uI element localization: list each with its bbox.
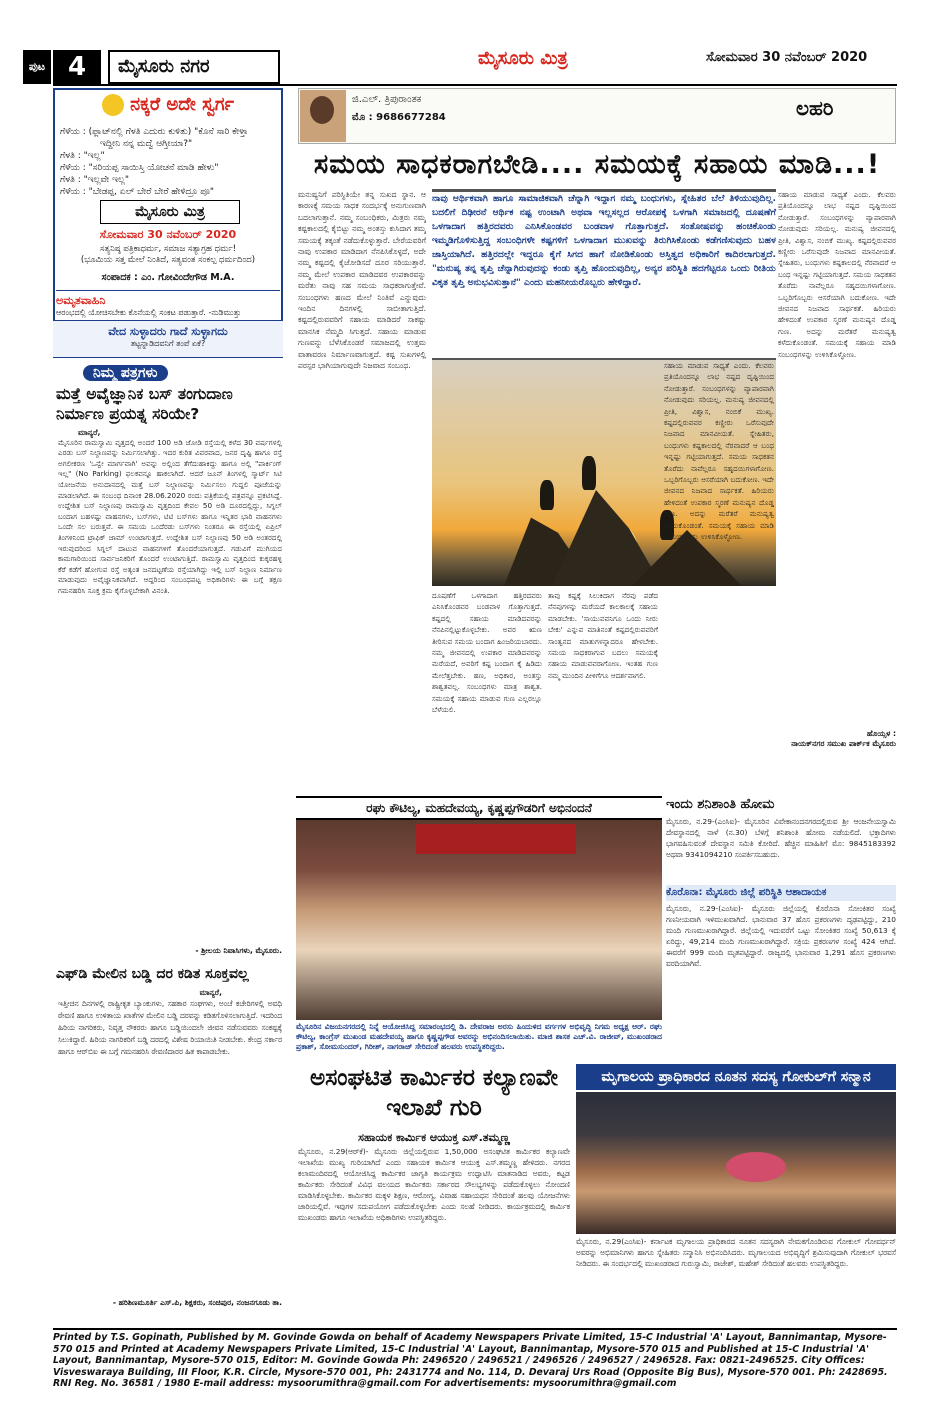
labour-subhead: ಸಹಾಯಕ ಕಾರ್ಮಿಕ ಆಯುಕ್ತ ಎಸ್.ತಮ್ಮಣ್ಣ <box>358 1131 510 1144</box>
shanti-body: ಮೈಸೂರು, ನ.29-(ಎಂಸಿಐ)- ಮೈಸೂರಿನ ವಿವೇಕಾನಂದನಗರದಲ್ಲಿರುವ ಶ್ರೀ ಆಂಜನೇಯಸ್ವಾಮಿ ದೇವಸ್ಥಾನದಲ್ಲಿ ನಾಳೆ (ನ.30) ಬೆಳಿಗ್ಗೆ ಶನಿಶಾಂತಿ ಹೋಮ ನಡೆಯಲಿದೆ. ಭಕ್ತಾದಿಗಳು ಭಾಗವಹಿಸುವಂತೆ ದೇವಸ್ಥಾನ ಸಮಿತಿ ಕೋರಿದೆ. ಹೆಚ್ಚಿನ ಮಾಹಿತಿಗೆ ಮೊ: 9845183392 ಅಥವಾ 9341094210 ಸಂಪರ್ಕಿಸಬಹುದು. <box>666 817 896 859</box>
letter1-title: ಮತ್ತೆ ಅವೈಜ್ಞಾನಿಕ ಬಸ್ ತಂಗುದಾಣ ನಿರ್ಮಾಣ ಪ್ರಯತ್ನ ಸರಿಯೇ? <box>56 385 233 423</box>
page-number: ಪುಟ 4 <box>53 50 101 84</box>
lahari-col4: ಸಹಾಯ ಮಾಡುವ ಸಾಧ್ಯತೆ ಎಂದು. ಕೆಲವರು ಪ್ರತಿಯೊಂದನ್ನೂ ಲಾಭ ನಷ್ಟದ ದೃಷ್ಟಿಯಿಂದ ನೋಡುತ್ತಾರೆ. ಸಂಬಂಧಗಳನ್ನು ವ್ಯಾಪಾರವಾಗಿ ನೋಡುವುದು ಸರಿಯಲ್ಲ. ಮನುಷ್ಯ ಜೀವನದಲ್ಲಿ ಪ್ರೀತಿ, ವಿಶ್ವಾಸ, ನಂಬಿಕೆ ಮುಖ್ಯ. ಕಷ್ಟದಲ್ಲಿರುವವರ ಕಣ್ಣೀರು ಒರೆಸುವುದೇ ನಿಜವಾದ ಮಾನವೀಯತೆ. ಸ್ನೇಹಿತರು, ಬಂಧುಗಳು ಕಷ್ಟಕಾಲದಲ್ಲಿ ನೆರವಾದರೆ ಆ ಬಂಧ ಇನ್ನಷ್ಟು ಗಟ್ಟಿಯಾಗುತ್ತದೆ. ಸಮಯ ಸಾಧಕತನ ತೊರೆದು ನಾವೆಲ್ಲರೂ ಸಹೃದಯಿಗಳಾಗೋಣ. ಒಬ್ಬರಿಗೊಬ್ಬರು ಆಸರೆಯಾಗಿ ಬದುಕೋಣ. ಇದೇ ಜೀವನದ ನಿಜವಾದ ಸಾರ್ಥಕತೆ. ಹಿರಿಯರು ಹೇಳಿದಂತೆ ಉಪಕಾರ ಸ್ಮರಣೆ ಮನುಷ್ಯನ ದೊಡ್ಡ ಗುಣ. ಅದನ್ನು ಮರೆತರೆ ಮನುಷ್ಯತ್ವ ಕಳೆದುಕೊಂಡಂತೆ. ಸಮಯಕ್ಕೆ ಸಹಾಯ ಮಾಡಿ ಸಂಬಂಧಗಳನ್ನು ಉಳಿಸಿಕೊಳ್ಳೋಣ. ಹೊಯ್ಸಳ : ನಾಯಕ್‌ನಗರ ಸಮುಖ ಪಾರ್ಕ್‌ಕ ಮೈಸೂರು <box>778 190 896 748</box>
corona-title: ಕೊರೊನಾ: ಮೈಸೂರು ಜಿಲ್ಲೆ ಪರಿಸ್ಥಿತಿ ಆಶಾದಾಯಕ <box>666 885 896 901</box>
proverb-sub: ತಟ್ಟನ್ನಾಡಿದವನಿಗೆ ತಂಪೆ ಏಕೆ? <box>130 339 206 348</box>
editor-line: ಸಂಪಾದಕ : ಎಂ. ಗೋವಿಂದೇಗೌಡ M.A. <box>101 272 235 283</box>
joke-line: ಗೆಳತಿ : "ಇಲ್ಲವೇ ಇಲ್ಲ" <box>60 175 130 185</box>
letter2-body: ಇತ್ತೀಚಿನ ದಿನಗಳಲ್ಲಿ ರಾಷ್ಟ್ರೀಕೃತ ಬ್ಯಾಂಕುಗಳು, ಸಹಕಾರ ಸಂಘಗಳು, ಅಂಚೆ ಕಚೇರಿಗಳಲ್ಲಿ ಅವಧಿ ಠೇವಣಿ ಹಾಗೂ ಉಳಿತಾಯ ಖಾತೆಗಳ ಮೇಲಿನ ಬಡ್ಡಿ ದರವನ್ನು ಕಡಿತಗೊಳಿಸಲಾಗುತ್ತಿದೆ. ಇದರಿಂದ ಹಿರಿಯ ನಾಗರಿಕರು, ನಿವೃತ್ತ ನೌಕರರು ಹಾಗೂ ಬಡ್ಡಿಯಿಂದಲೇ ಜೀವನ ನಡೆಸುವವರು ಸಂಕಷ್ಟಕ್ಕೆ ಸಿಲುಕಿದ್ದಾರೆ. ಹಿರಿಯ ನಾಗರಿಕರಿಗೆ ಬಡ್ಡಿ ದರದಲ್ಲಿ ವಿಶೇಷ ರಿಯಾಯಿತಿ ನೀಡಬೇಕು. ಕೇಂದ್ರ ಸರ್ಕಾರ ಹಾಗೂ ಆರ್‌ಬಿಐ ಈ ಬಗ್ಗೆ ಗಮನಹರಿಸಿ ಠೇವಣಿದಾರರ ಹಿತ ಕಾಪಾಡಬೇಕು. <box>58 998 282 1056</box>
author-name: ಜಿ.ಎಲ್. ತ್ರಿಪುರಾಂತಕ <box>352 94 422 105</box>
letter1-body: ಮೈಸೂರಿನ ರಾಮಸ್ವಾಮಿ ವೃತ್ತದಲ್ಲಿ ಅಂದರೆ 100 ಅಡಿ ಜೋಡಿ ರಸ್ತೆಯಲ್ಲಿ ಕಳೆದ 30 ವರ್ಷಗಳಲ್ಲಿ ಎರಡು ಬಸ್ ನಿಲ್ದಾಣವನ್ನು ನಿರ್ಮಿಸಲಾಗಿತ್ತು. ಇದರ ಕುರಿತ ವಿವರವಾದ, ಜನರ ದೃಷ್ಟಿ ಹಾಗೂ ರಸ್ತೆ ಅಗಲೀಕರಣ 'ಒನ್ವೇ ಮಾರ್ಗವಾಗಿ' ಅವನ್ನು ಅಲ್ಲಿಂದ ತೆಗೆದುಹಾಕಿದ್ದು ಹಾಗೂ ಅಲ್ಲಿ "ಪಾರ್ಕಿಂಗ್ ಇಲ್ಲ" (No Parking) ಫಲಕವನ್ನೂ ಹಾಕಲಾಗಿದೆ. ಆದರೆ ಜೂನ್ ತಿಂಗಳಲ್ಲಿ ಸ್ಮಾರ್ಟ್ ಸಿಟಿ ಯೋಜನೆಯ ಅನುದಾನದಲ್ಲಿ ಮತ್ತೆ ಬಸ್ ನಿಲ್ದಾಣವನ್ನು ನಿರ್ಮಿಸಲು ಗುದ್ದಲಿ ಪೂಜೆಯನ್ನು ಮಾಡಲಾಗಿದೆ. ಈ ಸಂಬಂಧ ದಿನಾಂಕ 28.06.2020 ರಂದು ಪತ್ರಿಕೆಯಲ್ಲಿ ಪತ್ರವನ್ನೂ ಪ್ರಕಟಿಸಿದ್ದೆ. ಉದ್ದೇಶಿತ ಬಸ್ ನಿಲ್ದಾಣವು ರಾಮಸ್ವಾಮಿ ವೃತ್ತದಿಂದ ಕೇವಲ 50 ಅಡಿ ದೂರದಲ್ಲಿದ್ದು, ಸಿಗ್ನಲ್ ಬಂದಾಗ ಬಹಳಷ್ಟು ವಾಹನಗಳು, ಬಸ್‌ಗಳು, ಟಿಟಿ ಬಸ್‌ಗಳು ಹಾಗೂ ಇನ್ನಿತರ ಭಾರಿ ವಾಹನಗಳು ಒಂದೇ ಸಲ ಬರುತ್ತವೆ. ಈ ಸಮಯ ಒಂದೆರಡು ಬಸ್‌ಗಳು ನಿಂತರೂ ಈ ರಸ್ತೆಯಲ್ಲಿ ಏಪ್ರಿಲ್ ತಿಂಗಳಿನಿಂದ ಟ್ರಾಫಿಕ್ ಜಾಮ್ ಉಂಟಾಗುತ್ತದೆ. ಉದ್ದೇಶಿತ ಬಸ್ ನಿಲ್ದಾಣವು 50 ಅಡಿ ಅಂತರದಲ್ಲಿ ಇರುವುದರಿಂದ ಸಿಗ್ನಲ್ ದಾಟುವ ವಾಹನಗಳಿಗೆ ತೊಂದರೆಯಾಗುತ್ತದೆ. ಗಡುವಿಗೆ ಮುಗಿಯದ ಕಾಮಗಾರಿಯಿಂದ ಸಾರ್ವಜನಿಕರಿಗೆ ತೊಂದರೆ ಉಂಟಾಗುತ್ತಿದೆ. ರಾಮಸ್ವಾಮಿ ವೃತ್ತದಿಂದ ಕುಕ್ಕರಹಳ್ಳಿ ಕೆರೆ ಕಡೆಗೆ ಹೋಗುವ ರಸ್ತೆ ಅತ್ಯಂತ ಜನದಟ್ಟಣೆಯ ರಸ್ತೆಯಾಗಿದ್ದು ಇಲ್ಲಿ ಬಸ್ ನಿಲ್ದಾಣ ನಿರ್ಮಾಣ ಮಾಡುವುದು ಅವೈಜ್ಞಾನಿಕವಾಗಿದೆ. ಆದ್ದರಿಂದ ಸಂಬಂಧಪಟ್ಟ ಅಧಿಕಾರಿಗಳು ಈ ಬಗ್ಗೆ ತಕ್ಷಣ ಗಮನಹರಿಸಿ ಸೂಕ್ತ ಕ್ರಮ ಕೈಗೊಳ್ಳಬೇಕಾಗಿ ವಿನಂತಿ. <box>58 437 282 595</box>
joke-line: ಗೆಳೆಯ : "ಸರಿಯಪ್ಪ ಸಾಯಿಸ್ತಿ ಯೋಚನೆ ಮಾಡಿ ಹೇಳು" <box>60 163 219 173</box>
letter1-salute: ಮಾನ್ಯರೆ, <box>78 428 101 437</box>
mini-date: ಸೋಮವಾರ 30 ನವೆಂಬರ್ 2020 <box>99 228 237 241</box>
zoo-body: ಮೈಸೂರು, ನ.29(ಎಂಸಿಐ)- ಕರ್ನಾಟಕ ಮೃಗಾಲಯ ಪ್ರಾಧಿಕಾರದ ನೂತನ ಸದಸ್ಯರಾಗಿ ನೇಮಕಗೊಂಡಿರುವ ಗೋಕುಲ್ ಗೋವರ್ಧನ್ ಅವರನ್ನು ಅಭಿಮಾನಿಗಳು ಹಾಗೂ ಸ್ನೇಹಿತರು ಸನ್ಮಾನಿಸಿ ಅಭಿನಂದಿಸಿದರು. ಮೃಗಾಲಯದ ಅಭಿವೃದ್ಧಿಗೆ ಶ್ರಮಿಸುವುದಾಗಿ ಗೋಕುಲ್ ಭರವಸೆ ನೀಡಿದರು. ಈ ಸಂದರ್ಭದಲ್ಲಿ ಮುಖಂಡರಾದ ಗುರುಸ್ವಾಮಿ, ರಾಜೇಶ್, ಮಹೇಶ್ ಸೇರಿದಂತೆ ಹಲವರು ಉಪಸ್ಥಿತರಿದ್ದರು. <box>576 1237 896 1268</box>
imprint-footer: Printed by T.S. Gopinath, Published by M. Govinde Gowda on behalf of Academy Newspapers Private Limited, 15-C Industrial 'A' Layout, Bannimantap, Mysore-570 015 and Printed at Academy Newspapers Private Limited, 15-C Industrial 'A' Layout, Bannimantap, Mysore-570 015 and Published at 15-C Industrial 'A' Layout, Bannimantap, Mysore-570 015, Editor: M. Govinde Gowda Ph: 2496520 / 2496521 / 2496526 / 2496527 / 2496528. Fax: 0821-2496525. City Offices: Visveswaraya Building, III Floor, K.R. Circle, Mysore-570 001, Ph: 2431774 and No. 114, D. Devaraj Urs Road (Opposite Big Bus), Mysore-570 001. Ph: 2428695. RNI Reg. No. 36581 / 1980 E-mail address: mysoorumithra@gmail.com For advertisements: mysoorumithra@gmail.com <box>53 1328 897 1390</box>
column-name: ಲಹರಿ <box>796 96 834 120</box>
nakkare-title: ನಕ್ಕರೆ ಅದೇ ಸ್ವರ್ಗ <box>58 94 278 122</box>
author-photo <box>300 90 346 142</box>
letter1-sign: - ಶ್ರೀಲಯ ನಿವಾಸಿಗಳು, ಮೈಸೂರು. <box>195 945 282 955</box>
lahari-col3b: ಸಹಾಯ ಮಾಡುವ ಸಾಧ್ಯತೆ ಎಂದು. ಕೆಲವರು ಪ್ರತಿಯೊಂದನ್ನೂ ಲಾಭ ನಷ್ಟದ ದೃಷ್ಟಿಯಿಂದ ನೋಡುತ್ತಾರೆ. ಸಂಬಂಧಗಳನ್ನು ವ್ಯಾಪಾರವಾಗಿ ನೋಡುವುದು ಸರಿಯಲ್ಲ. ಮನುಷ್ಯ ಜೀವನದಲ್ಲಿ ಪ್ರೀತಿ, ವಿಶ್ವಾಸ, ನಂಬಿಕೆ ಮುಖ್ಯ. ಕಷ್ಟದಲ್ಲಿರುವವರ ಕಣ್ಣೀರು ಒರೆಸುವುದೇ ನಿಜವಾದ ಮಾನವೀಯತೆ. ಸ್ನೇಹಿತರು, ಬಂಧುಗಳು ಕಷ್ಟಕಾಲದಲ್ಲಿ ನೆರವಾದರೆ ಆ ಬಂಧ ಇನ್ನಷ್ಟು ಗಟ್ಟಿಯಾಗುತ್ತದೆ. ಸಮಯ ಸಾಧಕತನ ತೊರೆದು ನಾವೆಲ್ಲರೂ ಸಹೃದಯಿಗಳಾಗೋಣ. ಒಬ್ಬರಿಗೊಬ್ಬರು ಆಸರೆಯಾಗಿ ಬದುಕೋಣ. ಇದೇ ಜೀವನದ ನಿಜವಾದ ಸಾರ್ಥಕತೆ. ಹಿರಿಯರು ಹೇಳಿದಂತೆ ಉಪಕಾರ ಸ್ಮರಣೆ ಮನುಷ್ಯನ ದೊಡ್ಡ ಗುಣ. ಅದನ್ನು ಮರೆತರೆ ಮನುಷ್ಯತ್ವ ಕಳೆದುಕೊಂಡಂತೆ. ಸಮಯಕ್ಕೆ ಸಹಾಯ ಮಾಡಿ ಸಂಬಂಧಗಳನ್ನು ಉಳಿಸಿಕೊಳ್ಳೋಣ. <box>664 361 774 542</box>
joke-line: ಗೆಳತಿ : "ಇಲ್ಲ" <box>60 151 105 161</box>
felicitation-photo <box>296 820 662 1020</box>
amrut-body: ಆರಂಭದಲ್ಲಿ ಯೋಚಿಸಬೇಕು ಕೊನೆಯಲ್ಲಿ ಸಂಕಟ ಪಡುತ್ತಾರೆ. -ನುಡಿಮುತ್ತು <box>56 308 242 317</box>
proverb-box <box>53 320 283 357</box>
page-label: ಪುಟ <box>23 50 51 84</box>
header-rule <box>53 84 897 86</box>
letters-header: ನಿಮ್ಮ ಪತ್ರಗಳು <box>53 362 283 382</box>
lahari-col3: ತಾವು ಕಷ್ಟಕ್ಕೆ ಸಿಲುಕಿದಾಗ ನೆರವು ಪಡೆದ ನೆನಪುಗಳನ್ನು ಮರೆಯದೆ ಕಾಲಕಾಲಕ್ಕೆ ಸಹಾಯ ಮಾಡಬೇಕು. 'ಸಾಯುವವನಿಗೂ ಒಂದು ನೀರು ಬೇಕು' ಎನ್ನುವ ಮಾತಿನಂತೆ ಕಷ್ಟದಲ್ಲಿರುವವರಿಗೆ ಸಾಂತ್ವನದ ಮಾತುಗಳನ್ನಾದರೂ ಹೇಳಬೇಕು. ಸಮಯ ಸಾಧಕರಾಗುವ ಬದಲು ಸಮಯಕ್ಕೆ ಸಹಾಯ ಮಾಡುವವರಾಗೋಣ. ಇಂತಹ ಗುಣ ನಮ್ಮ ಮುಂದಿನ ಪೀಳಿಗೆಗೂ ಆದರ್ಶವಾಗಲಿ. <box>548 591 658 680</box>
letter2-sign: - ಹರಿಶಿಣಮೂರ್ತಿ ಎಸ್.ಪಿ, ಶಿಕ್ಷಕರು, ಸಂಚಿಪುರ, ನಂಜನಗೂಡು ತಾ. <box>112 1297 282 1307</box>
lahari-col2: ದೂಷಣೆಗೆ ಒಳಗಾದಾಗ ಹತ್ತಿರದವರು ಎನಿಸಿಕೊಂಡವರ ಬಂಡವಾಳ ಗೊತ್ತಾಗುತ್ತದೆ. ಕಷ್ಟದಲ್ಲಿ ಸಹಾಯ ಮಾಡಿದವರನ್ನು ನೆನಪಿನಲ್ಲಿಟ್ಟುಕೊಳ್ಳಬೇಕು. ಅವರ ಋಣ ತೀರಿಸುವ ಸಮಯ ಬಂದಾಗ ಹಿಂಜರಿಯಬಾರದು. ನಮ್ಮ ಜೀವನದಲ್ಲಿ ಉಪಕಾರ ಮಾಡಿದವರನ್ನು ಮರೆಯದೆ, ಅವರಿಗೆ ಕಷ್ಟ ಬಂದಾಗ ಕೈ ಹಿಡಿದು ಮೇಲೆತ್ತಬೇಕು. ಹಣ, ಅಧಿಕಾರ, ಅಂತಸ್ತು ಶಾಶ್ವತವಲ್ಲ. ಸಂಬಂಧಗಳು ಮಾತ್ರ ಶಾಶ್ವತ. ಸಮಯಕ್ಕೆ ಸಹಾಯ ಮಾಡುವ ಗುಣ ಎಲ್ಲರಲ್ಲೂ ಬೆಳೆಯಲಿ. <box>432 591 542 715</box>
author-mobile: ಮೊ : 9686677284 <box>352 112 446 123</box>
dateline: ಸೋಮವಾರ 30 ನವೆಂಬರ್ 2020 <box>706 50 868 65</box>
amrut-title: ಅಮೃತವಾಹಿನಿ <box>56 294 106 307</box>
joke-line: ಗೆಳೆಯ : (ಫ್ಲಾಟ್‌ನಲ್ಲಿ ಗೆಳತಿ ಎದುರು ಕುಳಿತು) "ಕೊನೆ ಸಾರಿ ಕೇಳ್ತಾ <box>60 127 249 137</box>
byline: ಹೊಯ್ಸಳ : <box>866 729 896 738</box>
letter2 <box>58 988 282 1324</box>
labour-body: ಮೈಸೂರು, ನ.29(ಆರ್‌ಕೆ)- ಮೈಸೂರು ಜಿಲ್ಲೆಯಲ್ಲಿರುವ 1,50,000 ಅಸಂಘಟಿತ ಕಾರ್ಮಿಕರ ಕಲ್ಯಾಣವೇ ಇಲಾಖೆಯ ಮುಖ್ಯ ಗುರಿಯಾಗಿದೆ ಎಂದು ಸಹಾಯಕ ಕಾರ್ಮಿಕ ಆಯುಕ್ತ ಎಸ್.ತಮ್ಮಣ್ಣ ಹೇಳಿದರು. ನಗರದ ಕಲಾಮಂದಿರದಲ್ಲಿ ಆಯೋಜಿಸಿದ್ದ ಕಾರ್ಮಿಕರ ಜಾಗೃತಿ ಕಾರ್ಯಕ್ರಮ ಉದ್ಘಾಟಿಸಿ ಮಾತನಾಡಿದ ಅವರು, ಕಟ್ಟಡ ಕಾರ್ಮಿಕರು ಸೇರಿದಂತೆ ವಿವಿಧ ವಲಯದ ಕಾರ್ಮಿಕರು ಸರ್ಕಾರದ ಸೌಲಭ್ಯಗಳನ್ನು ಪಡೆದುಕೊಳ್ಳಲು ನೋಂದಣಿ ಮಾಡಿಸಿಕೊಳ್ಳಬೇಕು. ಕಾರ್ಮಿಕರ ಮಕ್ಕಳ ಶಿಕ್ಷಣ, ಆರೋಗ್ಯ, ವಿವಾಹ ಸಹಾಯಧನ ಸೇರಿದಂತೆ ಹಲವು ಯೋಜನೆಗಳು ಜಾರಿಯಲ್ಲಿವೆ. ಇವುಗಳ ಸದುಪಯೋಗ ಪಡೆದುಕೊಳ್ಳಬೇಕು ಎಂದು ಸಲಹೆ ನೀಡಿದರು. ಕಾರ್ಯಕ್ರಮದಲ್ಲಿ ಕಾರ್ಮಿಕ ಮುಖಂಡರು ಹಾಗೂ ಇಲಾಖೆಯ ಅಧಿಕಾರಿಗಳು ಉಪಸ್ಥಿತರಿದ್ದರು. <box>298 1147 570 1222</box>
labour-headline: ಅಸಂಘಟಿತ ಕಾರ್ಮಿಕರ ಕಲ್ಯಾಣವೇ ಇಲಾಖೆ ಗುರಿ <box>309 1065 559 1121</box>
corona-body: ಮೈಸೂರು, ನ.29-(ಎಂಸಿಐ)- ಮೈಸೂರು ಜಿಲ್ಲೆಯಲ್ಲಿ ಕೊರೊನಾ ಸೋಂಕಿತರ ಸಂಖ್ಯೆ ಗಣನೀಯವಾಗಿ ಇಳಿಮುಖವಾಗಿದೆ. ಭಾನುವಾರ 37 ಹೊಸ ಪ್ರಕರಣಗಳು ದೃಢಪಟ್ಟಿದ್ದು, 210 ಮಂದಿ ಗುಣಮುಖರಾಗಿದ್ದಾರೆ. ಜಿಲ್ಲೆಯಲ್ಲಿ ಇದುವರೆಗೆ ಒಟ್ಟು ಸೋಂಕಿತರ ಸಂಖ್ಯೆ 50,613 ಕ್ಕೆ ಏರಿದ್ದು, 49,214 ಮಂದಿ ಗುಣಮುಖರಾಗಿದ್ದಾರೆ. ಸಕ್ರಿಯ ಪ್ರಕರಣಗಳ ಸಂಖ್ಯೆ 424 ಆಗಿದೆ. ಈವರೆಗೆ 999 ಮಂದಿ ಮೃತಪಟ್ಟಿದ್ದಾರೆ. ರಾಜ್ಯದಲ್ಲಿ ಭಾನುವಾರ 1,291 ಹೊಸ ಪ್ರಕರಣಗಳು ವರದಿಯಾಗಿವೆ. <box>666 904 896 968</box>
letter1 <box>58 428 282 964</box>
shanti-title: ಇಂದು ಶನಿಶಾಂತಿ ಹೋಮ <box>666 797 775 812</box>
imprint-lines: ಸತ್ಯನಿಷ್ಠ ಪತ್ರಿಕಾಧರ್ಮ, ಸಮಾಜ ಸತ್ಯಾಗ್ರಹ ಧರ್ಮ! (ಭೂಮಿಯ ಸತ್ತ ಮೇಲೆ ನಿಂತಿದೆ, ಸತ್ಯವಂತ ಸಂಕಲ್ಪ ಧರ್ಮದಿಂದ) <box>80 244 256 265</box>
proverb-title: ವೇದ ಸುಳ್ಳಾದರು ಗಾದೆ ಸುಳ್ಳಾಗದು <box>108 325 228 338</box>
felicitation-caption: ಮೈಸೂರಿನ ವಿಜಯನಗರದಲ್ಲಿ ನಿನ್ನೆ ಆಯೋಜಿಸಿದ್ದ ಸಮಾರಂಭದಲ್ಲಿ ಡಿ. ದೇವರಾಜ ಅರಸು ಹಿಂದುಳಿದ ವರ್ಗಗಳ ಅಭಿವೃದ್ಧಿ ನಿಗಮ ಅಧ್ಯಕ್ಷ ಆರ್. ರಘು ಕೌಟಿಲ್ಯ, ಕಾಂಗ್ರೆಸ್ ಮುಖಂಡ ಮಹದೇವಯ್ಯ ಹಾಗೂ ಕೃಷ್ಣಪ್ಪಗೌಡ ಅವರನ್ನು ಅಭಿನಂದಿಸಲಾಯಿತು. ಮಾಜಿ ಶಾಸಕ ಎಚ್.ವಿ. ರಾಜೀವ್, ಮುಖಂಡರಾದ ಪ್ರಕಾಶ್, ಸೋಮಸುಂದರ್, ಗಿರೀಶ್, ನಾಗರಾಜ್ ಸೇರಿದಂತೆ ಹಲವರು ಉಪಸ್ಥಿತರಿದ್ದರು. <box>296 1022 662 1051</box>
letter2-salute: ಮಾನ್ಯರೆ, <box>199 988 222 997</box>
joke-line: ಗೆಳೆಯ : "ಬೇಡಪ್ಪ, ಏಲ್ ಬೇರೆ ಬೇರೆ ಹೇಳಿದ್ರೂ ಪೂ" <box>60 187 215 197</box>
congrats-title: ರಘು ಕೌಟಿಲ್ಯ, ಮಹದೇವಯ್ಯ, ಕೃಷ್ಣಪ್ಪಗೌಡರಿಗೆ ಅಭಿನಂದನೆ <box>296 796 662 820</box>
headline: ಸಮಯ ಸಾಧಕರಾಗಬೇಡಿ.... ಸಮಯಕ್ಕೆ ಸಹಾಯ ಮಾಡಿ...! <box>313 149 881 180</box>
zoo-felicitation-photo <box>576 1092 896 1234</box>
zoo-headline: ಮೃಗಾಲಯ ಪ್ರಾಧಿಕಾರದ ನೂತನ ಸದಸ್ಯ ಗೋಕುಲ್‌ಗೆ ಸನ್ಮಾನ <box>576 1064 896 1090</box>
byline-place: ನಾಯಕ್‌ನಗರ ಸಮುಖ ಪಾರ್ಕ್‌ಕ ಮೈಸೂರು <box>791 739 896 748</box>
pull-quote: ನಾವು ಆರ್ಥಿಕವಾಗಿ ಹಾಗೂ ಸಾಮಾಜಿಕವಾಗಿ ಚೆನ್ನಾಗಿ ಇದ್ದಾಗ ನಮ್ಮ ಬಂಧುಗಳು, ಸ್ನೇಹಿತರ ಬೆಲೆ ತಿಳಿಯುವುದಿಲ್ಲ. ಬದಲಿಗೆ ದಿಢೀರನೆ ಆರ್ಥಿಕ ನಷ್ಟ ಉಂಟಾಗಿ ಅಥವಾ ಇಲ್ಲಸಲ್ಲದ ಆರೋಪಕ್ಕೆ ಒಳಗಾಗಿ ಸಮಾಜದಲ್ಲಿ ದೂಷಣೆಗೆ ಒಳಗಾದಾಗ ಹತ್ತಿರದವರು ಎನಿಸಿಕೊಂಡವರ ಬಂಡವಾಳ ಗೊತ್ತಾಗುತ್ತದೆ. ಸಂತೋಷವನ್ನು ಹಂಚಿಕೊಂಡು ಇಮ್ಮಡಿಗೊಳಿಸುತ್ತಿದ್ದ ಸಂಬಂಧಿಗಳೇ ಕಷ್ಟಗಳಿಗೆ ಒಳಗಾದಾಗ ಮುಖವನ್ನು ತಿರುಗಿಸಿಕೊಂಡು ಕಡೆಗಣಿಸುವುದು ಬಹಳ ಜಾಸ್ತಿಯಾಗಿದೆ. ಹತ್ತಿರದಲ್ಲೇ ಇದ್ದರೂ ಕೈಗೆ ಸಿಗದ ಹಾಗೆ ನೋಡಿಕೊಂಡು ಅಸ್ತಿತ್ವದ ಅಧಿಕಾರಿಗೆ ಕಾದಿರಲಾಗುತ್ತದೆ. "ಮನುಷ್ಯ ತನ್ನ ತೃಪ್ತಿ ಚೆನ್ನಾಗಿರುವುದನ್ನು ಕಂಡು ತೃಪ್ತಿ ಹೊಂದುವುದಿಲ್ಲ, ಅನ್ಯರ ಪರಿಸ್ಥಿತಿ ಹದಗೆಟ್ಟರೂ ಒಂದು ರೀತಿಯ ವಿಕೃತ ತೃಪ್ತಿ ಅನುಭವಿಸುತ್ತಾನೆ" ಎಂದು ಮಹನೀಯರೊಬ್ಬರು ಹೇಳಿದ್ದಾರೆ. <box>432 189 776 361</box>
joke-line: ಇದ್ದೀನಿ ನನ್ನ ಮದ್ವೆ ಆಗ್ತೀಯಾ?" <box>100 139 193 149</box>
lahari-col1: ಮನುಷ್ಯನಿಗೆ ಪರಿಸ್ಥಿತಿಯೇ ತನ್ನ ಸುಖದ ಸ್ಥಾನ. ಆ ಕಾರಣಕ್ಕೆ ಸಮಯ ಸಾಧಕ ಸಂದರ್ಭಕ್ಕೆ ಅನುಗುಣವಾಗಿ ಬದಲಾಗುತ್ತಾನೆ. ನಮ್ಮ ಸಂಬಂಧಿಕರು, ಮಿತ್ರರು ನಮ್ಮ ಕಷ್ಟಕಾಲದಲ್ಲಿ ಕೈಬಿಟ್ಟು ನಮ್ಮ ಅಂತಸ್ತು ಕುಸಿದಾಗ ತಮ್ಮ ಸಮಯಕ್ಕೆ ತಕ್ಕಂತೆ ನಡೆದುಕೊಳ್ಳುತ್ತಾರೆ. ಬೇರೆಯವರಿಗೆ ನಾವು ಉಪಕಾರ ಮಾಡಿದಾಗ ನೆನಪಿಸಿಕೊಳ್ಳದೆ, ಅದೇ ನಮ್ಮ ಕಷ್ಟದಲ್ಲಿ ಕೈಜೋಡಿಸದೆ ದೂರ ಸರಿಯುತ್ತಾರೆ. ನಮ್ಮ ಮೇಲೆ ಉಪಕಾರ ಮಾಡಿದವರ ಉಪಕಾರವನ್ನು ಮರೆತು ನಾವು ಸಹ ಸಮಯ ಸಾಧಕರಾಗುತ್ತೇವೆ. ಸಂಬಂಧಗಳು ಹಣದ ಮೇಲೆ ನಿಂತಿವೆ ಎನ್ನುವುದು ಇಂದಿನ ದಿನಗಳಲ್ಲಿ ಸಾಬೀತಾಗುತ್ತಿದೆ. ಕಷ್ಟದಲ್ಲಿರುವವರಿಗೆ ಸಹಾಯ ಮಾಡಿದರೆ ಸಾಕಷ್ಟು ಮಾನಸಿಕ ನೆಮ್ಮದಿ ಸಿಗುತ್ತದೆ. ಸಹಾಯ ಮಾಡುವ ಗುಣವನ್ನು ಬೆಳೆಸಿಕೊಂಡರೆ ಸಮಾಜದಲ್ಲಿ ಉತ್ತಮ ವಾತಾವರಣ ನಿರ್ಮಾಣವಾಗುತ್ತದೆ. ಕಷ್ಟ ಸುಖಗಳಲ್ಲಿ ಪರಸ್ಪರ ಭಾಗಿಯಾಗುವುದೇ ನಿಜವಾದ ಸಂಬಂಧ. <box>298 190 426 371</box>
amrutavahini <box>56 290 280 318</box>
mini-masthead: ಮೈಸೂರು ಮಿತ್ರ <box>100 200 240 224</box>
section-title: ಮೈಸೂರು ನಗರ <box>108 50 280 84</box>
masthead: ಮೈಸೂರು ಮಿತ್ರ <box>478 48 568 69</box>
smiley-icon <box>102 94 124 116</box>
joke-dialogue <box>60 126 276 198</box>
letter2-title: ಎಫ್‌ಡಿ ಮೇಲಿನ ಬಡ್ಡಿ ದರ ಕಡಿತ ಸೂಕ್ತವಲ್ಲ <box>56 966 249 982</box>
